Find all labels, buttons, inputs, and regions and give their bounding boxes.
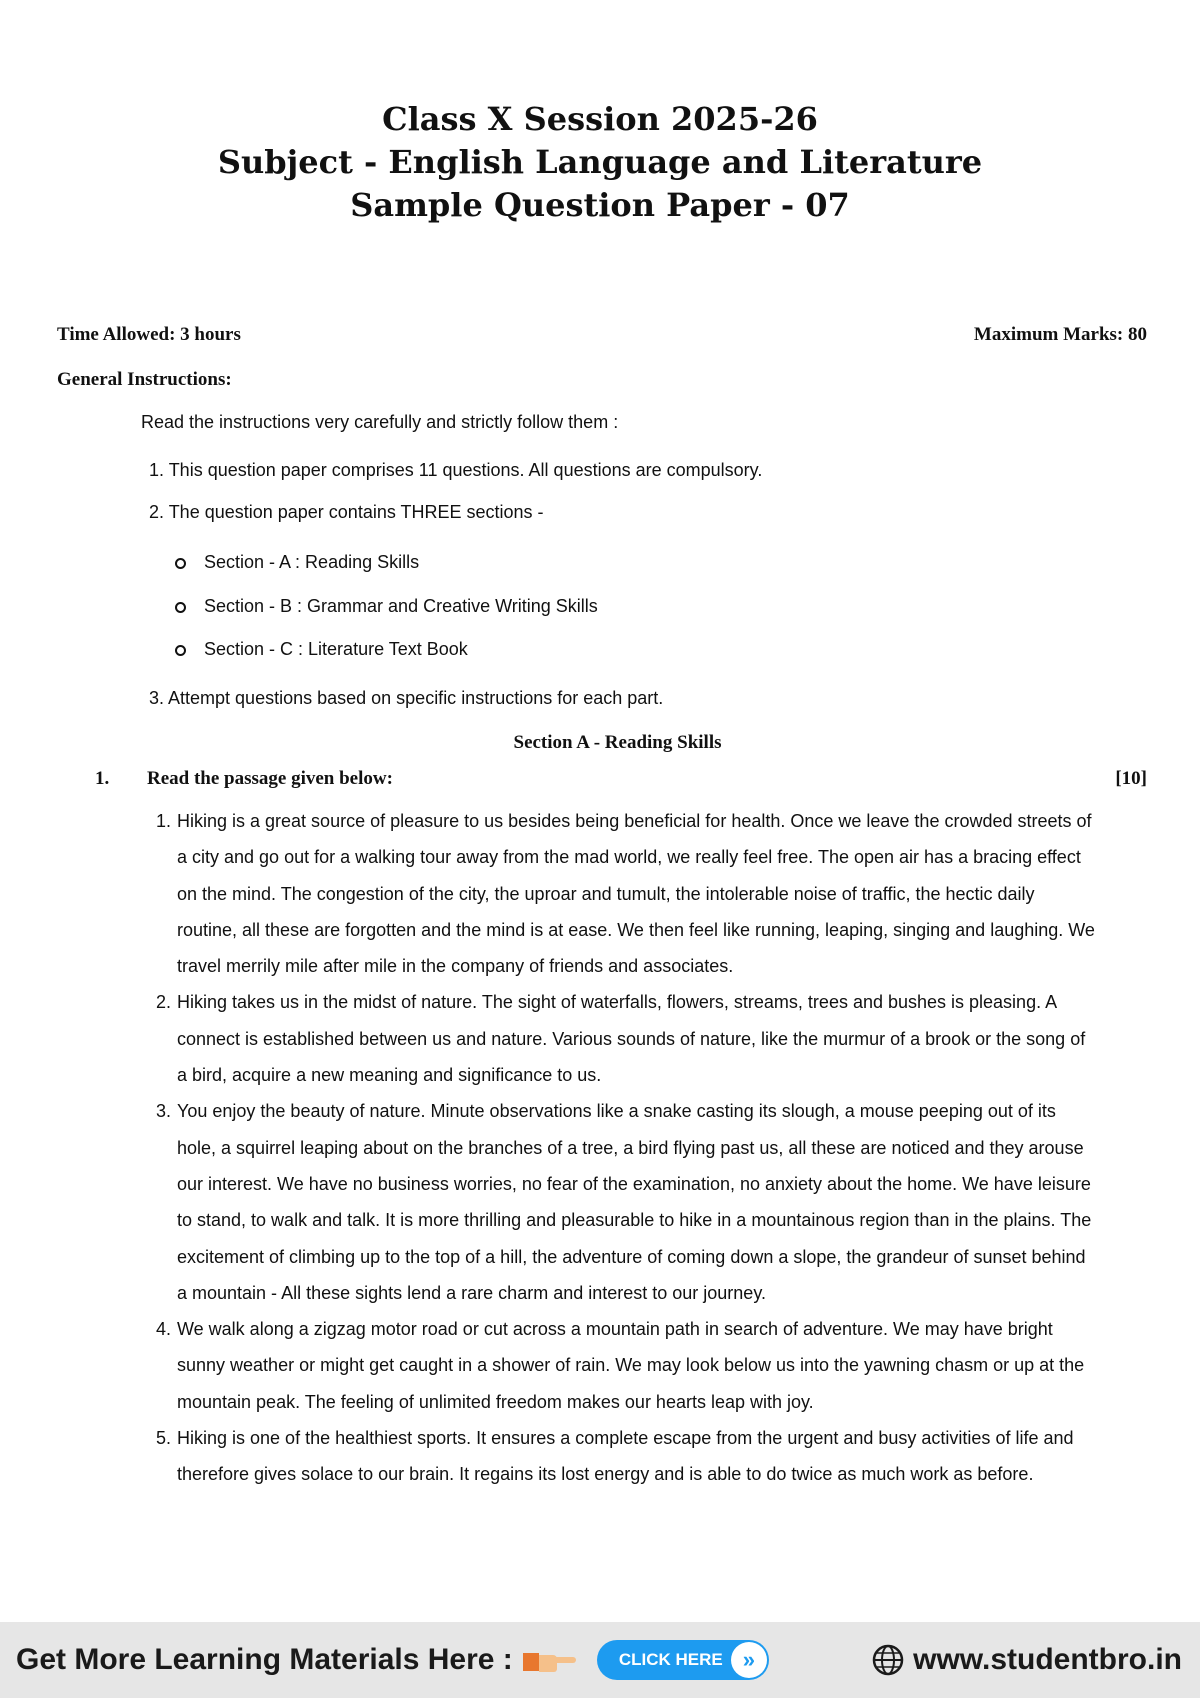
title-class-session: Class X Session 2025-26 — [382, 100, 818, 138]
double-chevron-right-icon: » — [731, 1642, 767, 1678]
website-link[interactable] — [871, 1643, 1182, 1677]
click-here-button[interactable] — [597, 1640, 769, 1680]
list-item: Section - C : Literature Text Book — [175, 639, 598, 683]
instruction-item-2: 2. The question paper contains THREE sections - — [149, 502, 544, 522]
pointing-hand-icon — [521, 1645, 577, 1675]
question-number: 1. — [95, 768, 110, 789]
bullet-icon — [175, 602, 186, 613]
title-paper-number: Sample Question Paper - 07 — [350, 186, 850, 224]
passage-paragraph: 4. We walk along a zigzag motor road or cut across a mountain path in search of adventure. We may have bright sunny weather or might get caught in a shower of rain. We may look below us into the yawning chasm or up at the mountain peak. The feeling of unlimited freedom makes our hearts leap with joy. — [156, 1319, 1085, 1412]
passage-paragraph: 1. Hiking is a great source of pleasure to us besides being beneficial for health. Once we leave the crowded streets of a city and go out for a walking tour away from the mad world, we really feel free. The open air has a bracing effect on the mind. The congestion of the city, the uproar and tumult, the intolerable noise of traffic, the hectic daily routine, all these are forgotten and the mind is at ease. We then feel like running, leaping, singing and laughing. We travel merrily mile after mile in the company of friends and associates. — [156, 811, 1095, 977]
passage-paragraph: 3. You enjoy the beauty of nature. Minute observations like a snake casting its slough, a mouse peeping out of its hole, a squirrel leaping about on the branches of a tree, a bird flying past us, all these are noticed and they arouse our interest. We have no business worries, no fear of the examination, no anxiety about the home. We have leisure to stand, to walk and talk. It is more thrilling and pleasurable to hike in a mountainous region than in the plains. The excitement of climbing up to the top of a hill, the adventure of coming down a slope, the grandeur of sunset behind a mountain - All these sights lend a rare charm and interest to our journey. — [156, 1101, 1092, 1303]
bullet-icon — [175, 645, 186, 656]
passage-paragraph: 2. Hiking takes us in the midst of nature. The sight of waterfalls, flowers, streams, trees and bushes is pleasing. A connect is established between us and nature. Various sounds of nature, like the murmur of a brook or the song of a bird, acquire a new meaning and significance to us. — [156, 992, 1086, 1086]
promo-text: Get More Learning Materials Here : — [16, 1643, 513, 1676]
instructions-intro: Read the instructions very carefully and strictly follow them : — [141, 412, 619, 432]
question-marks: [10] — [1115, 768, 1147, 789]
title-subject: Subject - English Language and Literature — [217, 143, 983, 181]
list-item: Section - B : Grammar and Creative Writing Skills — [175, 596, 598, 640]
click-here-label: CLICK HERE — [618, 1650, 723, 1669]
exam-meta-row — [57, 324, 1147, 346]
question-text: Read the passage given below: — [147, 768, 393, 789]
list-item: Section - A : Reading Skills — [175, 552, 598, 596]
bullet-icon — [175, 558, 186, 569]
section-a-heading: Section A - Reading Skills — [513, 732, 722, 753]
globe-icon — [871, 1643, 905, 1677]
instructions-heading: General Instructions: — [57, 369, 232, 390]
instruction-item-3: 3. Attempt questions based on specific instructions for each part. — [149, 688, 664, 708]
promo-footer — [0, 1622, 1200, 1698]
passage-paragraph: 5. Hiking is one of the healthiest sports. It ensures a complete escape from the urgent and busy activities of life and therefore gives solace to our brain. It regains its lost energy and is able to do twice as much work as before. — [156, 1428, 1074, 1485]
maximum-marks: Maximum Marks: 80 — [973, 324, 1147, 345]
paper-title-block — [0, 98, 1200, 227]
reading-passage — [156, 803, 1096, 1493]
website-url: www.studentbro.in — [913, 1643, 1182, 1676]
time-allowed: Time Allowed: 3 hours — [57, 324, 241, 345]
instruction-item-1: 1. This question paper comprises 11 questions. All questions are compulsory. — [149, 460, 763, 480]
sections-list — [175, 552, 598, 683]
